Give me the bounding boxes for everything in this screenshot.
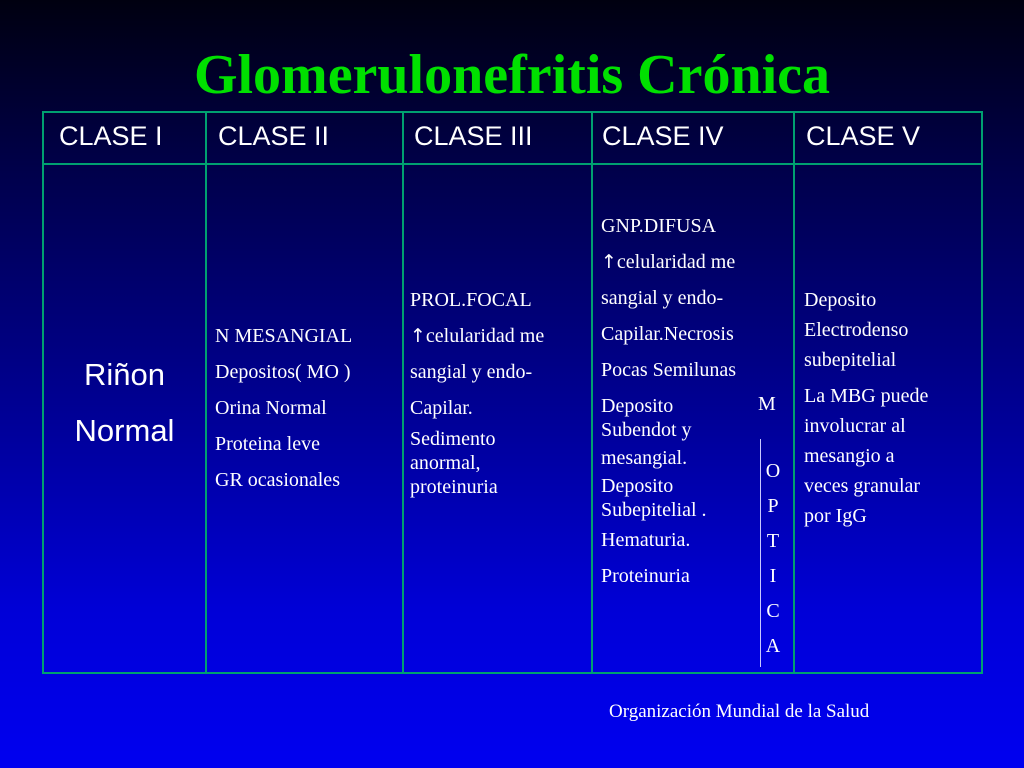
column-divider [205, 113, 207, 672]
clase-5-line: por IgG [804, 505, 867, 527]
clase-5-line: veces granular [804, 475, 921, 497]
clase-1-line: Riñon [84, 357, 165, 392]
optica-letter: A [765, 635, 781, 657]
optica-letter: I [769, 565, 777, 587]
slide-title: Glomerulonefritis Crónica [193, 44, 831, 106]
clase-4-line: ↑celularidad me [601, 251, 736, 273]
optica-letter: P [767, 495, 779, 517]
clase-3-content [410, 282, 544, 499]
clase-4-line: Deposito [601, 395, 674, 417]
clase-5-line: subepitelial [804, 349, 897, 371]
clase-1-line: Normal [74, 413, 175, 448]
header-clase-5: CLASE V [806, 121, 921, 151]
optica-letter: T [766, 530, 780, 552]
header-divider [44, 163, 981, 165]
column-divider [793, 113, 795, 672]
header-clase-3: CLASE III [414, 121, 533, 151]
clase-3-line: proteinuria [410, 476, 498, 498]
clase-2-line: GR ocasionales [215, 469, 340, 491]
column-divider [591, 113, 593, 672]
clase-3-line: Capilar. [410, 397, 473, 419]
clase-4-line: sangial y endo- [601, 287, 724, 309]
header-clase-4: CLASE IV [602, 121, 724, 151]
clase-4-line: Deposito [601, 475, 674, 497]
clase-4-line: Subendot y [601, 419, 692, 441]
clase-3-line: ↑celularidad me [410, 325, 545, 347]
clase-4-line: Capilar.Necrosis [601, 323, 734, 345]
clase-4-line: Subepitelial . [601, 499, 707, 521]
clase-5-line: mesangio a [804, 445, 895, 467]
clase-3-line: anormal, [410, 452, 481, 474]
optica-vertical-label [758, 454, 788, 664]
clase-3-line: PROL.FOCAL [410, 289, 532, 311]
clase-5-content [804, 285, 928, 531]
clase-4-line: Pocas Semilunas [601, 359, 736, 381]
clase-4-line: Proteinuria [601, 565, 690, 587]
up-arrow-icon: ↑ [410, 325, 426, 347]
clase-4-line: Hematuria. [601, 529, 691, 551]
clase-2-line: Orina Normal [215, 397, 327, 419]
clase-5-line: La MBG puede [804, 385, 929, 407]
clase-1-content [44, 347, 205, 459]
clase-5-line: Deposito [804, 289, 877, 311]
column-divider [402, 113, 404, 672]
clase-4-content [601, 208, 736, 594]
clase-5-line: involucrar al [804, 415, 906, 437]
clase-2-line: Proteina leve [215, 433, 320, 455]
clase-3-line: Sedimento [410, 428, 496, 450]
clase-5-line: Electrodenso [804, 319, 909, 341]
footer-source: Organización Mundial de la Salud [609, 701, 870, 722]
optica-letter: O [765, 460, 781, 482]
clase-2-line: Depositos( MO ) [215, 361, 351, 383]
header-clase-1: CLASE I [59, 121, 163, 151]
header-clase-2: CLASE II [218, 121, 330, 151]
clase-2-line: N MESANGIAL [215, 325, 353, 347]
classification-table [42, 111, 983, 674]
clase-3-line: sangial y endo- [410, 361, 533, 383]
clase-4-line: mesangial. [601, 447, 688, 469]
up-arrow-icon: ↑ [601, 251, 617, 273]
optica-letter: M [758, 393, 776, 415]
clase-2-content [215, 318, 352, 498]
clase-4-line: GNP.DIFUSA [601, 215, 717, 237]
optica-letter: C [766, 600, 780, 622]
